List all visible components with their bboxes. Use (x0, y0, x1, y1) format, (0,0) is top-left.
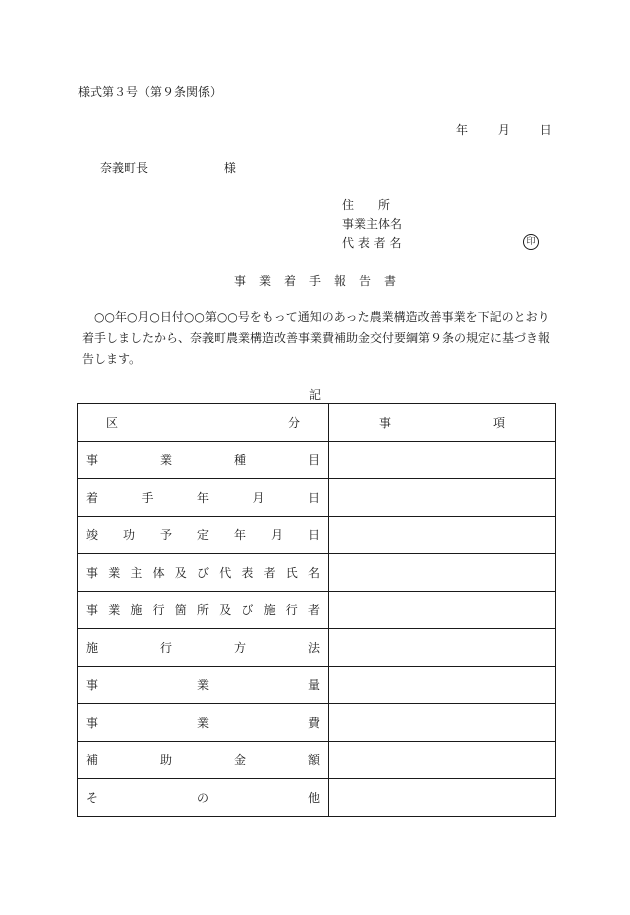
table-row (78, 779, 556, 817)
row-value-cell[interactable] (329, 779, 556, 817)
header-category: 区 分 (78, 404, 329, 442)
body-text: ○○年○月○日付○○第○○号をもって通知のあった農業構造改善事業を下記のとおり着手しましたから、奈義町農業構造改善事業費補助金交付要綱第９条の規定に基づき報告します。 (82, 310, 551, 366)
table-row (78, 666, 556, 704)
table-row (78, 554, 556, 592)
row-label: 事業種目 (78, 441, 329, 479)
table-row (78, 741, 556, 779)
table-row (78, 479, 556, 517)
date-line (456, 124, 552, 136)
table-row (78, 704, 556, 742)
row-label: 施行方法 (78, 629, 329, 667)
row-label: 事業費 (78, 704, 329, 742)
header-item: 事 項 (329, 404, 556, 442)
row-value-cell[interactable] (329, 479, 556, 517)
row-label: 事業施行箇所及び施行者 (78, 591, 329, 629)
document-title: 事業着手報告書 (233, 274, 409, 288)
table-header-row (78, 404, 556, 442)
row-value-cell[interactable] (329, 554, 556, 592)
applicant-representative-label: 代 表 者 名 (342, 236, 402, 250)
date-month-label: 月 (497, 123, 510, 137)
row-label: その他 (78, 779, 329, 817)
row-value-cell[interactable] (329, 441, 556, 479)
row-value-cell[interactable] (329, 666, 556, 704)
row-value-cell[interactable] (329, 629, 556, 667)
form-number: 様式第３号（第９条関係） (78, 85, 223, 99)
applicant-address-label: 住 所 (342, 198, 391, 212)
row-value-cell[interactable] (329, 741, 556, 779)
row-label: 事業量 (78, 666, 329, 704)
row-value-cell[interactable] (329, 516, 556, 554)
table-row (78, 591, 556, 629)
date-day-label: 日 (539, 123, 552, 137)
row-label: 竣功予定年月日 (78, 516, 329, 554)
addressee-honorific: 様 (223, 161, 236, 175)
row-label: 着手年月日 (78, 479, 329, 517)
row-label: 補助金額 (78, 741, 329, 779)
table-row (78, 629, 556, 667)
date-year-label: 年 (456, 123, 469, 137)
seal-mark: 印 (523, 234, 539, 250)
row-value-cell[interactable] (329, 704, 556, 742)
row-label: 事業主体及び代表者氏名 (78, 554, 329, 592)
ki-label: 記 (308, 388, 321, 402)
table-row (78, 516, 556, 554)
row-value-cell[interactable] (329, 591, 556, 629)
addressee (100, 162, 236, 174)
table-row (78, 441, 556, 479)
applicant-entity-label: 事業主体名 (342, 217, 403, 231)
items-table (77, 403, 556, 817)
addressee-name: 奈義町長 (100, 161, 149, 175)
